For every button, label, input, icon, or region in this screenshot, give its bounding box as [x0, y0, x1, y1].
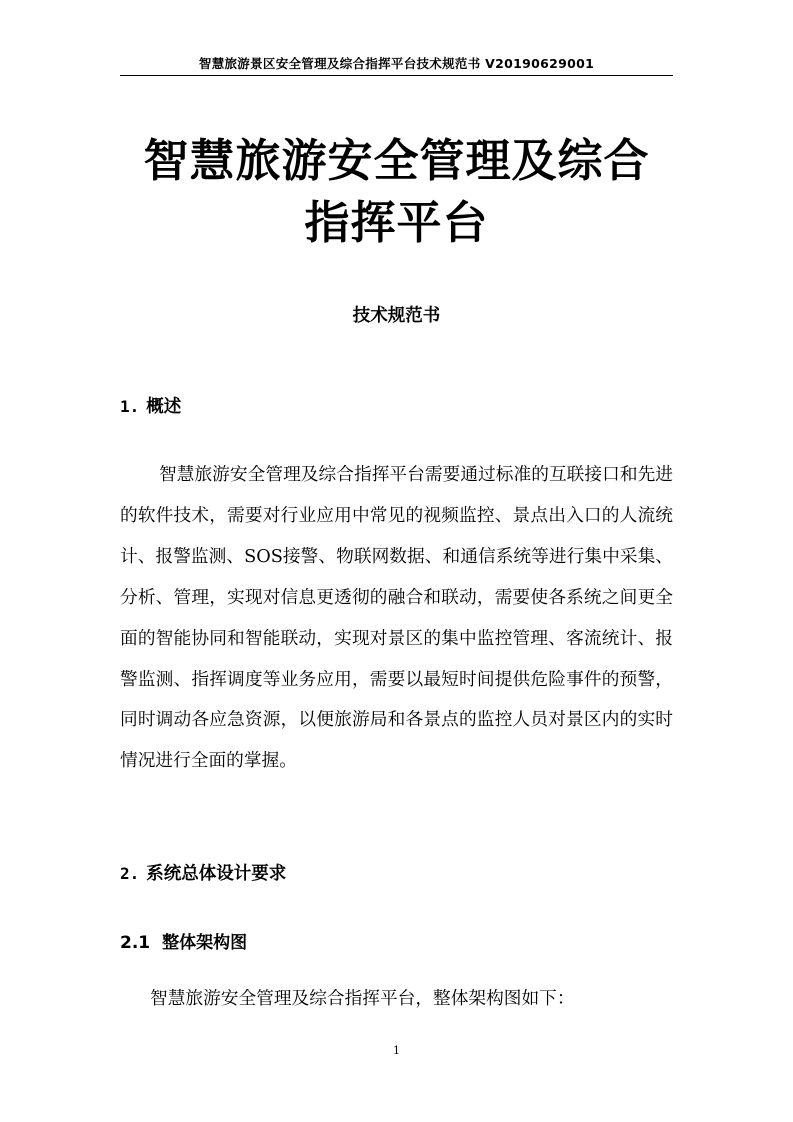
section-2-1-paragraph: 智慧旅游安全管理及综合指挥平台，整体架构图如下：: [150, 989, 575, 1009]
running-header: 智慧旅游景区安全管理及综合指挥平台技术规范书 V20190629001: [198, 56, 595, 71]
section-2-1-number: 2.1: [120, 933, 151, 953]
section-2-1-title: 整体架构图: [162, 933, 248, 953]
section-1-heading: [120, 393, 181, 418]
page-number: 1: [393, 1044, 400, 1057]
section-2-number: 2.: [120, 864, 140, 883]
section-1-paragraph: 智慧旅游安全管理及综合指挥平台需要通过标准的互联接口和先进的软件技术，需要对行业应用中常见的视频监控、景点出入口的人流统计、报警监测、SOS接警、物联网数据、和通信系统等进行集中采集、分析、管理，实现对信息更透彻的融合和联动，需要使各系统之间更全面的智能协同和智能联动，实现对景区的集中监控管理、客流统计、报警监测、指挥调度等业务应用，需要以最短时间提供危险事件的预警，同时调动各应急资源，以便旅游局和各景点的监控人员对景区内的实时情况进行全面的掌握。: [120, 465, 673, 772]
section-1-title: 概述: [146, 397, 182, 417]
title-line-2: 指挥平台: [304, 196, 489, 249]
section-1-number: 1.: [120, 397, 140, 416]
document-subtitle: 技术规范书: [352, 306, 441, 326]
section-2-title: 系统总体设计要求: [146, 864, 287, 884]
document-title: [100, 130, 693, 254]
section-2-1-heading: [120, 928, 247, 953]
header-rule: [120, 75, 673, 76]
title-line-1: 智慧旅游安全管理及综合: [143, 134, 650, 187]
section-2-heading: [120, 860, 286, 885]
